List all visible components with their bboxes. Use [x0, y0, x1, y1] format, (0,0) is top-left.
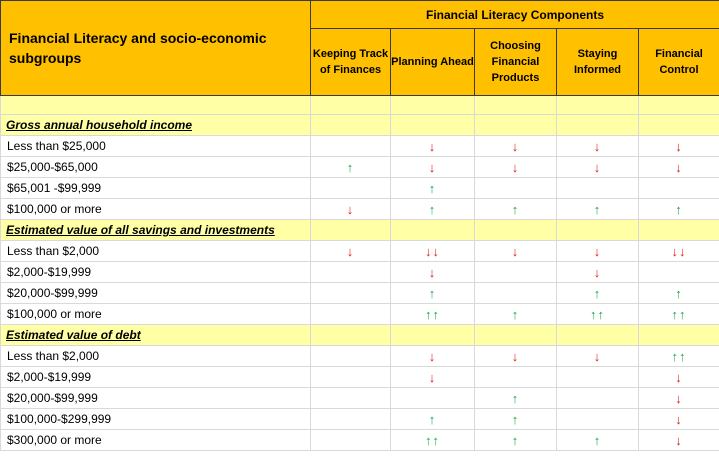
component-header: Choosing Financial Products	[475, 29, 557, 96]
section-empty-cell	[557, 325, 639, 346]
arrow-up-icon: ↑	[557, 199, 639, 220]
arrow-down-icon: ↓↓	[391, 241, 475, 262]
arrow-down-icon: ↓	[391, 346, 475, 367]
section-title: Estimated value of all savings and investments	[1, 220, 311, 241]
arrow-down-icon: ↓	[557, 241, 639, 262]
arrow-down-icon: ↓	[639, 409, 719, 430]
empty-cell	[557, 409, 639, 430]
table-row	[1, 430, 719, 451]
table-row	[1, 136, 719, 157]
table-row	[1, 367, 719, 388]
section-empty-cell	[475, 325, 557, 346]
subgroup-label: $100,000-$299,999	[1, 409, 311, 430]
arrow-up-icon: ↑↑	[639, 346, 719, 367]
arrow-up-icon: ↑	[475, 304, 557, 325]
empty-cell	[639, 262, 719, 283]
arrow-down-icon: ↓	[557, 157, 639, 178]
empty-cell	[311, 178, 391, 199]
empty-cell	[311, 262, 391, 283]
arrow-up-icon: ↑	[639, 199, 719, 220]
arrow-down-icon: ↓	[311, 241, 391, 262]
subgroup-label: Less than $25,000	[1, 136, 311, 157]
component-header: Planning Ahead	[391, 29, 475, 96]
arrow-up-icon: ↑↑	[557, 304, 639, 325]
empty-cell	[557, 388, 639, 409]
arrow-up-icon: ↑↑	[639, 304, 719, 325]
arrow-up-icon: ↑	[391, 283, 475, 304]
arrow-down-icon: ↓	[557, 346, 639, 367]
component-header: Financial Control	[639, 29, 719, 96]
subgroup-label: $100,000 or more	[1, 304, 311, 325]
header-row-top	[1, 1, 719, 29]
arrow-up-icon: ↑	[557, 283, 639, 304]
empty-cell	[311, 346, 391, 367]
section-empty-cell	[391, 325, 475, 346]
section-empty-cell	[475, 115, 557, 136]
arrow-up-icon: ↑	[391, 178, 475, 199]
empty-cell	[475, 262, 557, 283]
empty-cell	[311, 283, 391, 304]
subgroup-label: $65,001 -$99,999	[1, 178, 311, 199]
section-title: Estimated value of debt	[1, 325, 311, 346]
arrow-up-icon: ↑↑	[391, 430, 475, 451]
arrow-up-icon: ↑	[639, 283, 719, 304]
arrow-down-icon: ↓	[639, 430, 719, 451]
arrow-down-icon: ↓	[311, 199, 391, 220]
arrow-down-icon: ↓	[639, 388, 719, 409]
empty-cell	[475, 283, 557, 304]
empty-cell	[639, 178, 719, 199]
arrow-down-icon: ↓	[557, 136, 639, 157]
section-title: Gross annual household income	[1, 115, 311, 136]
table-row	[1, 346, 719, 367]
table-row	[1, 199, 719, 220]
arrow-up-icon: ↑	[475, 388, 557, 409]
section-empty-cell	[639, 325, 719, 346]
table-row	[1, 409, 719, 430]
arrow-down-icon: ↓	[639, 367, 719, 388]
arrow-up-icon: ↑	[311, 157, 391, 178]
arrow-up-icon: ↑	[391, 409, 475, 430]
table-row	[1, 283, 719, 304]
section-empty-cell	[311, 325, 391, 346]
components-group-title: Financial Literacy Components	[311, 1, 719, 29]
arrow-down-icon: ↓↓	[639, 241, 719, 262]
section-empty-cell	[391, 220, 475, 241]
section-empty-cell	[639, 220, 719, 241]
empty-cell	[391, 388, 475, 409]
empty-cell	[311, 409, 391, 430]
section-empty-cell	[475, 220, 557, 241]
subgroup-label: $25,000-$65,000	[1, 157, 311, 178]
arrow-down-icon: ↓	[391, 157, 475, 178]
arrow-up-icon: ↑	[557, 430, 639, 451]
section-header-row	[1, 325, 719, 346]
component-header: Keeping Track of Finances	[311, 29, 391, 96]
arrow-up-icon: ↑	[475, 409, 557, 430]
table-row	[1, 241, 719, 262]
arrow-down-icon: ↓	[391, 262, 475, 283]
empty-cell	[557, 178, 639, 199]
arrow-down-icon: ↓	[391, 367, 475, 388]
subgroup-label: Less than $2,000	[1, 241, 311, 262]
arrow-up-icon: ↑↑	[391, 304, 475, 325]
empty-cell	[311, 367, 391, 388]
arrow-up-icon: ↑	[475, 430, 557, 451]
subgroup-label: $2,000-$19,999	[1, 262, 311, 283]
arrow-down-icon: ↓	[475, 136, 557, 157]
section-empty-cell	[311, 220, 391, 241]
empty-cell	[311, 388, 391, 409]
section-empty-cell	[557, 115, 639, 136]
arrow-down-icon: ↓	[475, 157, 557, 178]
section-empty-cell	[311, 115, 391, 136]
empty-cell	[311, 136, 391, 157]
component-header: Staying Informed	[557, 29, 639, 96]
section-empty-cell	[639, 115, 719, 136]
empty-cell	[475, 178, 557, 199]
corner-title: Financial Literacy and socio-economic subgroups	[1, 1, 311, 96]
table-row	[1, 262, 719, 283]
subgroup-label: $20,000-$99,999	[1, 283, 311, 304]
empty-cell	[311, 430, 391, 451]
arrow-down-icon: ↓	[475, 241, 557, 262]
subgroup-label: $300,000 or more	[1, 430, 311, 451]
arrow-up-icon: ↑	[391, 199, 475, 220]
section-empty-cell	[557, 220, 639, 241]
table-row	[1, 388, 719, 409]
section-empty-cell	[391, 115, 475, 136]
arrow-down-icon: ↓	[391, 136, 475, 157]
table-row	[1, 178, 719, 199]
arrow-down-icon: ↓	[639, 157, 719, 178]
arrow-up-icon: ↑	[475, 199, 557, 220]
subgroup-label: Less than $2,000	[1, 346, 311, 367]
subgroup-label: $100,000 or more	[1, 199, 311, 220]
spacer-row	[1, 96, 719, 115]
table-row	[1, 304, 719, 325]
subgroup-label: $20,000-$99,999	[1, 388, 311, 409]
section-header-row	[1, 220, 719, 241]
arrow-down-icon: ↓	[475, 346, 557, 367]
arrow-down-icon: ↓	[639, 136, 719, 157]
table-row	[1, 157, 719, 178]
empty-cell	[311, 304, 391, 325]
subgroup-label: $2,000-$19,999	[1, 367, 311, 388]
empty-cell	[557, 367, 639, 388]
arrow-down-icon: ↓	[557, 262, 639, 283]
section-header-row	[1, 115, 719, 136]
empty-cell	[475, 367, 557, 388]
